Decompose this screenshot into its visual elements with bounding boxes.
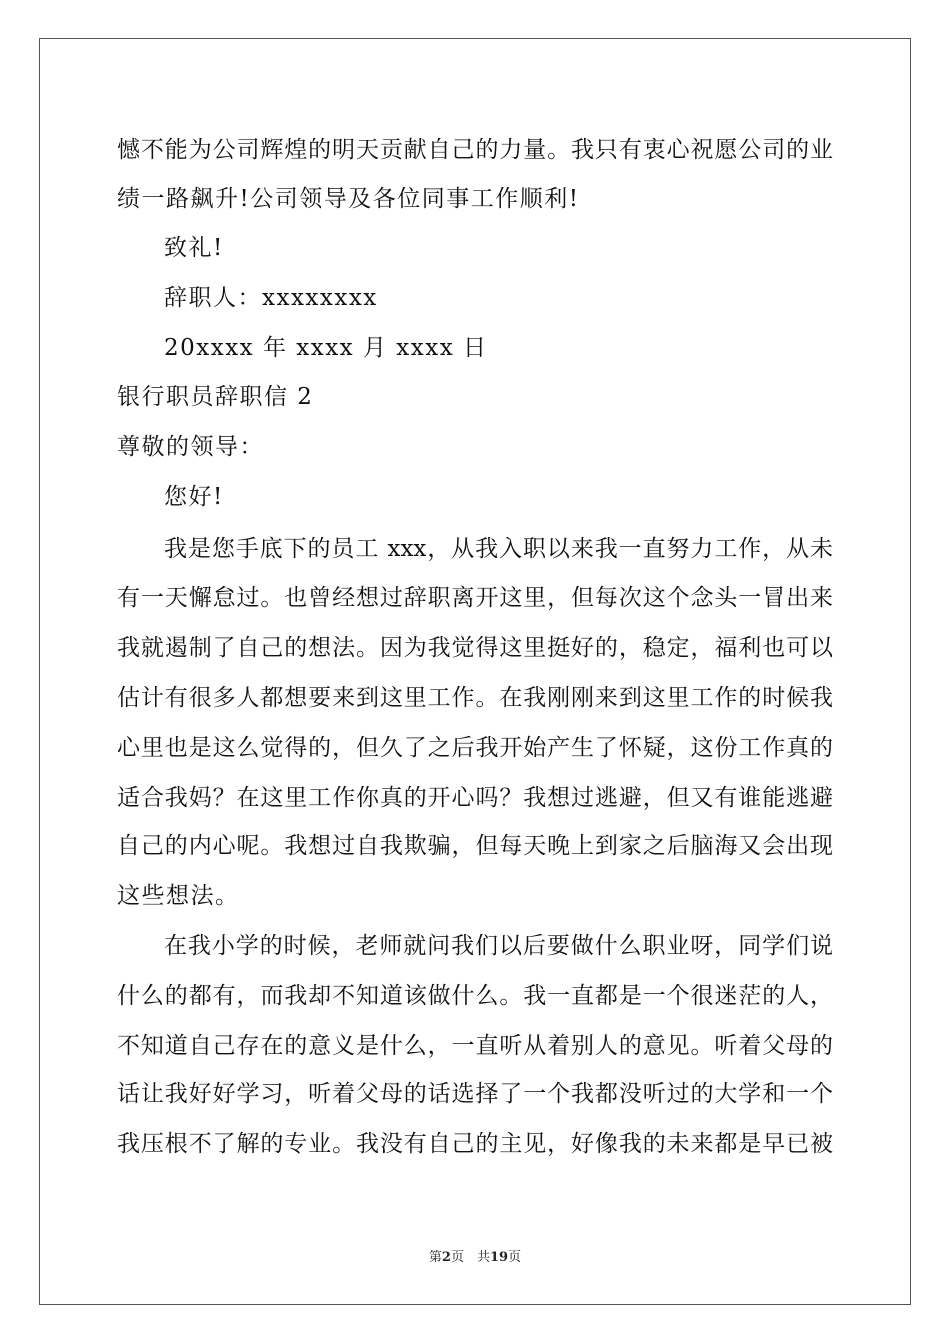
text-line: 适合我妈？在这里工作你真的开心吗？我想过逃避，但又有谁能逃避 (117, 785, 833, 811)
text-line: 心里也是这么觉得的，但久了之后我开始产生了怀疑，这份工作真的 (117, 735, 833, 761)
footer-mid: 页 共 (450, 1250, 490, 1265)
footer-prefix: 第 (428, 1250, 442, 1265)
text-line: 不知道自己存在的意义是什么，一直听从着别人的意见。听着父母的 (117, 1033, 833, 1059)
date-line: 20xxxx 年 xxxx 月 xxxx 日 (164, 335, 488, 361)
total-pages: 19 (489, 1250, 509, 1265)
signature-line: 辞职人：xxxxxxxx (164, 285, 378, 311)
greeting-recipient: 尊敬的领导： (117, 434, 264, 460)
text-line: 憾不能为公司辉煌的明天贡献自己的力量。我只有衷心祝愿公司的业 (117, 137, 833, 163)
closing-salutation: 致礼! (164, 235, 224, 261)
text-line: 自己的内心呢。我想过自我欺骗，但每天晚上到家之后脑海又会出现 (117, 833, 833, 859)
text-line: 我是您手底下的员工 xxx，从我入职以来我一直努力工作，从未 (164, 536, 833, 562)
text-line: 有一天懈怠过。也曾经想过辞职离开这里，但每次这个念头一冒出来 (117, 585, 833, 611)
current-page-number: 2 (441, 1250, 451, 1265)
text-line: 在我小学的时候，老师就问我们以后要做什么职业呀，同学们说 (164, 933, 833, 959)
text-line: 话让我好好学习，听着父母的话选择了一个我都没听过的大学和一个 (117, 1081, 833, 1107)
page-footer (0, 1246, 950, 1265)
text-line: 绩一路飙升!公司领导及各位同事工作顺利! (117, 186, 580, 212)
text-line: 我压根不了解的专业。我没有自己的主见，好像我的未来都是早已被 (117, 1131, 833, 1157)
footer-suffix: 页 (508, 1250, 522, 1265)
text-line: 什么的都有，而我却不知道该做什么。我一直都是一个很迷茫的人， (117, 983, 833, 1009)
text-line: 估计有很多人都想要来到这里工作。在我刚刚来到这里工作的时候我 (117, 685, 833, 711)
greeting: 您好! (164, 484, 224, 510)
section-title: 银行职员辞职信 2 (117, 384, 314, 410)
text-line: 我就遏制了自己的想法。因为我觉得这里挺好的，稳定，福利也可以 (117, 635, 833, 661)
text-line: 这些想法。 (117, 883, 240, 909)
